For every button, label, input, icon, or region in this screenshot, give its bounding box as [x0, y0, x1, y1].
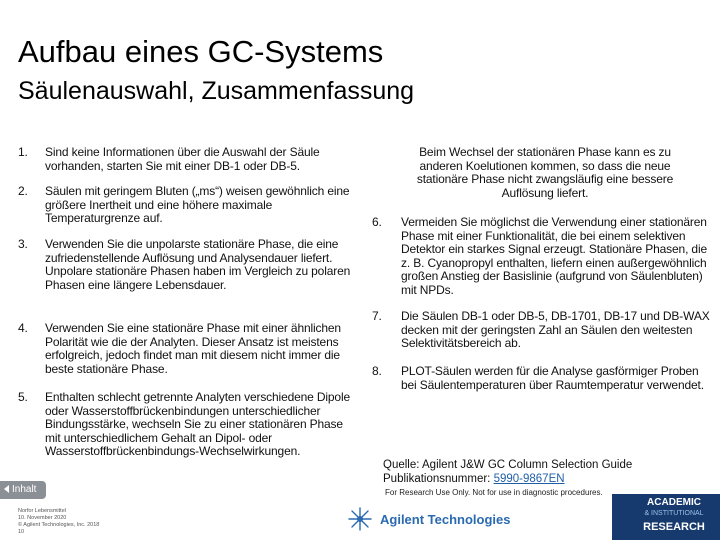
footer-author: Norfor Lebensmittel: [18, 508, 66, 514]
list-text: Vermeiden Sie möglichst die Verwendung einer stationären Phase mit einer Funktionalität, die bei einem selektiven Detektor ein starkes Signal erzeugt. Stationäre Phasen, die z. B. Cyanopropyl enthalten, liefern einen außergewöhnlich großen Anstieg der Basislinie (aufgrund von Säulenbluten) mit NPDs.: [401, 215, 707, 297]
list-number: 8.: [372, 364, 382, 378]
source-line: Quelle: Agilent J&W GC Column Selection Guide: [383, 459, 633, 471]
agilent-spark-icon: [345, 506, 375, 532]
disclaimer: For Research Use Only. Not for use in diagnostic procedures.: [385, 488, 603, 497]
list-text: Die Säulen DB-1 oder DB-5, DB-1701, DB-17 und DB-WAX decken mit der geringsten Zahl an Säulen den weitesten Selektivitätsbereich ab.: [401, 309, 710, 351]
page-subtitle: Säulenauswahl, Zusammenfassung: [18, 77, 415, 105]
publication-label: Publikationsnummer:: [383, 472, 494, 485]
list-number: 5.: [18, 390, 28, 404]
publication-line: [383, 473, 632, 487]
footer-copyright: © Agilent Technologies, Inc. 2018: [18, 522, 100, 528]
academic-line: ACADEMIC: [647, 497, 701, 508]
right-intro: Beim Wechsel der stationären Phase kann es zu anderen Koelutionen kommen, so dass die neue stationäre Phase nicht zwangsläufig eine bessere Auflösung liefert.: [416, 145, 674, 200]
company-logo-text: Agilent Technologies: [380, 512, 511, 527]
list-number: 3.: [18, 237, 28, 251]
list-text: Verwenden Sie eine stationäre Phase mit einer ähnlichen Polarität wie die der Analyten. Dieser Ansatz ist meistens erfolgreich, jedoch findet man mit diesem nicht immer die beste stationäre Phase.: [45, 321, 341, 376]
inhalt-label: Inhalt: [12, 484, 37, 495]
list-number: 2.: [18, 184, 28, 198]
academic-research-logo: [612, 494, 720, 540]
research-line: RESEARCH: [643, 521, 705, 533]
list-text: Säulen mit geringem Bluten („ms“) weisen gewöhnlich eine größere Inertheit und eine höhere maximale Temperaturgrenze auf.: [45, 184, 350, 226]
list-text: PLOT-Säulen werden für die Analyse gasförmiger Proben bei Säulentemperaturen über Raumtemperatur verwendet.: [401, 364, 704, 392]
footer-date: 10. November 2020: [18, 515, 67, 521]
inhalt-button[interactable]: [0, 481, 46, 499]
list-number: 6.: [372, 215, 382, 229]
back-arrow-icon: [4, 485, 9, 493]
publication-link[interactable]: 5990-9867EN: [493, 472, 565, 485]
list-text: Enthalten schlecht getrennte Analyten verschiedene Dipole oder Wasserstoffbrückenbindungen unterschiedlicher Bindungsstärke, wechseln Sie zu einer stationären Phase mit unterschiedlichem Gehalt an Dipol- oder Wasserstoffbrückenbindungs-Wechselwirkungen.: [45, 390, 350, 459]
list-text: Sind keine Informationen über die Auswahl der Säule vorhanden, starten Sie mit einer DB-1 oder DB-5.: [45, 145, 320, 173]
footer-page: 10: [18, 529, 25, 535]
list-number: 1.: [18, 145, 28, 159]
list-text: Verwenden Sie die unpolarste stationäre Phase, die eine zufriedenstellende Auflösung und Analysendauer liefert. Unpolare stationäre Phasen haben im Vergleich zu polaren Phasen eine längere Lebensdauer.: [45, 237, 351, 292]
source-note: [383, 459, 632, 486]
institutional-line: & INSTITUTIONAL: [644, 510, 704, 517]
footer-info: [18, 508, 99, 536]
list-number: 4.: [18, 321, 28, 335]
list-number: 7.: [372, 309, 382, 323]
page-title: Aufbau eines GC-Systems: [18, 34, 384, 69]
